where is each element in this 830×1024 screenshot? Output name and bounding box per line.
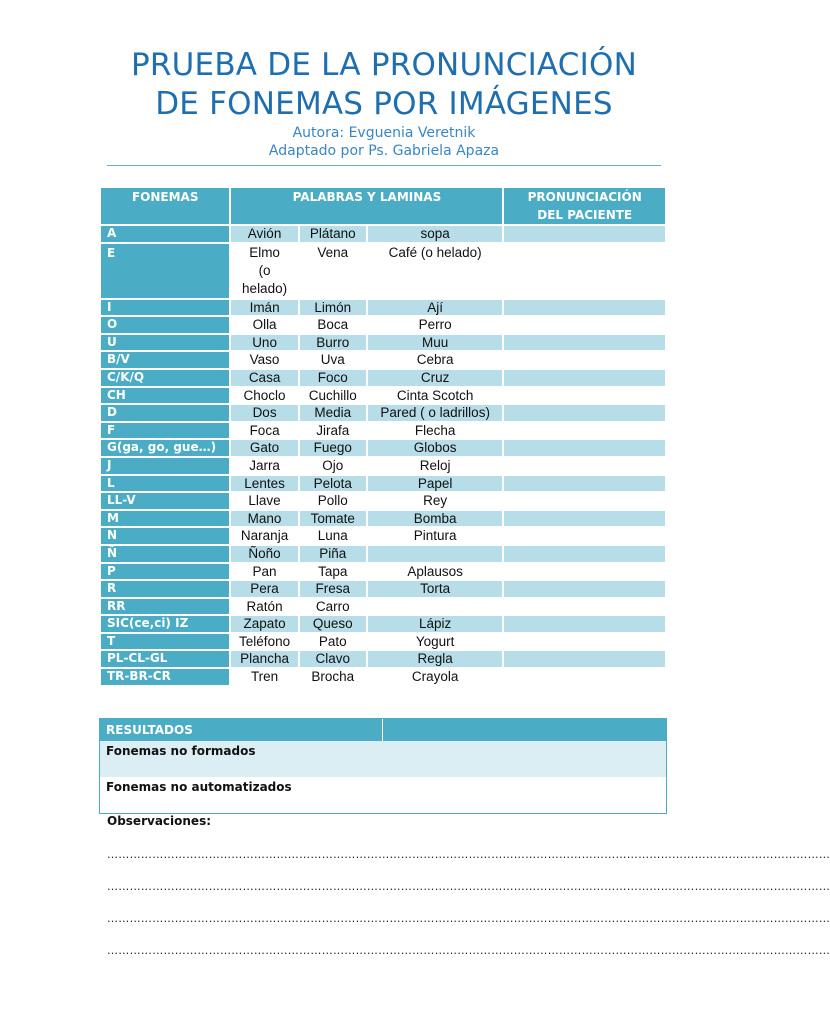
- observations-label: Observaciones:: [107, 814, 212, 828]
- word-2-cell: Pollo: [317, 493, 348, 509]
- word-1-cell: Plancha: [231, 651, 297, 667]
- table-row: [101, 669, 665, 685]
- document-title: [0, 46, 768, 124]
- pronunciation-cell[interactable]: [504, 599, 665, 615]
- header-fonemas: FONEMAS: [101, 188, 229, 224]
- word-1-cell: Lentes: [231, 476, 297, 492]
- author-line: Autora: Evguenia Veretnik: [292, 125, 476, 141]
- pronunciation-cell[interactable]: [504, 440, 665, 456]
- word-1-cell: Olla: [252, 317, 277, 333]
- adapted-line: Adaptado por Ps. Gabriela Apaza: [268, 143, 500, 159]
- word-2-cell: Fresa: [300, 581, 366, 597]
- observation-line-2[interactable]: …………………………………………………………………………………………………………………………………………………………………………: [107, 880, 830, 893]
- word-3-cell: Aplausos: [407, 563, 463, 579]
- word-2-cell: Jirafa: [316, 422, 350, 438]
- word-3-cell: Cinta Scotch: [396, 387, 474, 403]
- word-1-cell: Zapato: [231, 616, 297, 632]
- word-3-cell: Bomba: [368, 511, 502, 527]
- word-2-cell: Pelota: [300, 476, 366, 492]
- word-3-cell: [368, 599, 502, 615]
- phoneme-table: [99, 186, 667, 687]
- word-2-cell: Clavo: [300, 651, 366, 667]
- word-3-cell: Regla: [368, 651, 502, 667]
- word-1-cell: Elmo (o helado): [242, 244, 288, 296]
- pronunciation-cell[interactable]: [504, 616, 665, 632]
- results-header-blank: [383, 719, 666, 741]
- pronunciation-cell[interactable]: [504, 581, 665, 597]
- word-1-cell: Foca: [249, 422, 280, 438]
- fonema-cell: G(ga, go, gue…): [101, 440, 229, 456]
- word-3-cell: Globos: [368, 440, 502, 456]
- fonema-cell: SIC(ce,ci) IZ: [101, 616, 229, 632]
- pronunciation-cell[interactable]: [504, 511, 665, 527]
- results-heading: RESULTADOS: [100, 719, 383, 741]
- word-1-cell: Imán: [231, 300, 297, 316]
- word-2-cell: Limón: [300, 300, 366, 316]
- table-header-row: [101, 188, 665, 224]
- word-2-cell: Cuchillo: [308, 387, 357, 403]
- table-row: [101, 616, 665, 632]
- table-row: [101, 335, 665, 351]
- results-row-no-formados: Fonemas no formados: [100, 741, 666, 777]
- results-row-no-automatizados: Fonemas no automatizados: [106, 780, 292, 794]
- word-1-cell: Vaso: [249, 352, 280, 368]
- word-1-cell: Teléfono: [239, 633, 291, 649]
- pronunciation-cell[interactable]: [504, 528, 665, 544]
- results-header: [100, 719, 666, 741]
- table-row: [101, 370, 665, 386]
- pronunciation-cell[interactable]: [504, 370, 665, 386]
- table-row: [101, 423, 665, 439]
- title-line-2: DE FONEMAS POR IMÁGENES: [155, 86, 613, 122]
- word-3-cell: [368, 546, 502, 562]
- title-divider: [107, 165, 661, 166]
- word-2-cell: Brocha: [311, 669, 355, 685]
- observation-line-3[interactable]: …………………………………………………………………………………………………………………………………………………………………………: [107, 912, 830, 925]
- word-2-cell: Tapa: [318, 563, 348, 579]
- table-row: [101, 546, 665, 562]
- table-row: [101, 440, 665, 456]
- fonema-cell: D: [101, 405, 229, 421]
- header-pron-line-2: DEL PACIENTE: [537, 208, 633, 222]
- pronunciation-cell[interactable]: [504, 634, 665, 650]
- word-3-cell: Pintura: [413, 528, 457, 544]
- word-2-cell: Foco: [300, 370, 366, 386]
- word-3-cell: Yogurt: [415, 633, 455, 649]
- table-row: [101, 528, 665, 544]
- word-1-cell: Naranja: [240, 528, 289, 544]
- fonema-cell: P: [101, 564, 229, 580]
- table-row: [101, 244, 665, 298]
- header-palabras: PALABRAS Y LAMINAS: [231, 188, 502, 224]
- title-line-1: PRUEBA DE LA PRONUNCIACIÓN: [131, 47, 637, 83]
- word-1-cell: Ñoño: [231, 546, 297, 562]
- table-row: [101, 651, 665, 667]
- word-3-cell: Flecha: [414, 422, 456, 438]
- pronunciation-cell[interactable]: [504, 493, 665, 509]
- word-2-cell: Vena: [317, 244, 349, 260]
- fonema-cell: F: [101, 423, 229, 439]
- fonema-cell: TR-BR-CR: [101, 669, 229, 685]
- word-1-cell: Pan: [252, 563, 277, 579]
- word-1-cell: Casa: [231, 370, 297, 386]
- word-1-cell: Mano: [231, 511, 297, 527]
- observation-line-4[interactable]: …………………………………………………………………………………………………………………………………………………………………………: [107, 944, 830, 957]
- word-2-cell: Media: [300, 405, 366, 421]
- word-1-cell: Ratón: [246, 598, 283, 614]
- word-1-cell: Gato: [231, 440, 297, 456]
- fonema-cell: O: [101, 317, 229, 333]
- table-row: [101, 226, 665, 242]
- word-2-cell: Plátano: [300, 226, 366, 242]
- pronunciation-cell[interactable]: [504, 352, 665, 368]
- word-2-cell: Tomate: [300, 511, 366, 527]
- pronunciation-cell[interactable]: [504, 244, 665, 298]
- pronunciation-cell[interactable]: [504, 335, 665, 351]
- observation-line-1[interactable]: …………………………………………………………………………………………………………………………………………………………………………: [107, 848, 830, 861]
- pronunciation-cell[interactable]: [504, 458, 665, 474]
- pronunciation-cell[interactable]: [504, 388, 665, 404]
- word-1-cell: Tren: [250, 669, 279, 685]
- table-row: [101, 476, 665, 492]
- results-box: [99, 718, 667, 814]
- word-2-cell: Ojo: [322, 457, 344, 473]
- word-3-cell: Cebra: [416, 352, 454, 368]
- pronunciation-cell[interactable]: [504, 546, 665, 562]
- word-2-cell: Piña: [300, 546, 366, 562]
- word-1-cell: Uno: [231, 335, 297, 351]
- fonema-cell: U: [101, 335, 229, 351]
- word-3-cell: Rey: [423, 493, 448, 509]
- word-1-cell: Jarra: [249, 457, 280, 473]
- table-row: [101, 388, 665, 404]
- word-3-cell: Ají: [368, 300, 502, 316]
- pronunciation-cell[interactable]: [504, 476, 665, 492]
- word-3-cell: sopa: [368, 226, 502, 242]
- word-3-cell: Reloj: [419, 457, 451, 473]
- word-1-cell: Dos: [231, 405, 297, 421]
- table-row: [101, 581, 665, 597]
- fonema-cell: RR: [101, 599, 229, 615]
- fonema-cell: LL-V: [101, 493, 229, 509]
- word-2-cell: Luna: [317, 528, 348, 544]
- fonema-cell: E: [101, 244, 229, 298]
- word-3-cell: Muu: [368, 335, 502, 351]
- pronunciation-cell[interactable]: [504, 423, 665, 439]
- table-row: [101, 405, 665, 421]
- pronunciation-cell[interactable]: [504, 226, 665, 242]
- pronunciation-cell[interactable]: [504, 300, 665, 316]
- word-3-cell: Perro: [418, 317, 452, 333]
- table-row: [101, 352, 665, 368]
- word-1-cell: Avión: [231, 226, 297, 242]
- header-pron-line-1: PRONUNCIACIÓN: [527, 190, 642, 204]
- word-2-cell: Pato: [318, 633, 347, 649]
- header-pronunciacion: [504, 188, 665, 224]
- word-3-cell: Cruz: [368, 370, 502, 386]
- pronunciation-cell[interactable]: [504, 669, 665, 685]
- fonema-cell: J: [101, 458, 229, 474]
- fonema-cell: B/V: [101, 352, 229, 368]
- word-2-cell: Carro: [315, 598, 350, 614]
- word-3-cell: Lápiz: [368, 616, 502, 632]
- word-1-cell: Llave: [248, 493, 281, 509]
- fonema-cell: C/K/Q: [101, 370, 229, 386]
- word-3-cell: Café (o helado): [388, 244, 482, 260]
- word-2-cell: Uva: [320, 352, 345, 368]
- table-row: [101, 493, 665, 509]
- pronunciation-cell[interactable]: [504, 405, 665, 421]
- table-row: [101, 599, 665, 615]
- table-row: [101, 511, 665, 527]
- word-2-cell: Fuego: [300, 440, 366, 456]
- pronunciation-cell[interactable]: [504, 317, 665, 333]
- table-row: [101, 634, 665, 650]
- fonema-cell: PL-CL-GL: [101, 651, 229, 667]
- table-body: [101, 226, 665, 685]
- table-row: [101, 564, 665, 580]
- pronunciation-cell[interactable]: [504, 651, 665, 667]
- word-3-cell: Torta: [368, 581, 502, 597]
- pronunciation-cell[interactable]: [504, 564, 665, 580]
- word-2-cell: Queso: [300, 616, 366, 632]
- authors-block: [0, 124, 768, 160]
- table-row: [101, 317, 665, 333]
- fonema-cell: N: [101, 528, 229, 544]
- word-1-cell: Pera: [231, 581, 297, 597]
- fonema-cell: M: [101, 511, 229, 527]
- fonema-cell: Ñ: [101, 546, 229, 562]
- word-1-cell: Choclo: [243, 387, 286, 403]
- fonema-cell: CH: [101, 388, 229, 404]
- fonema-cell: I: [101, 300, 229, 316]
- word-3-cell: Papel: [368, 476, 502, 492]
- fonema-cell: T: [101, 634, 229, 650]
- fonema-cell: A: [101, 226, 229, 242]
- fonema-cell: R: [101, 581, 229, 597]
- word-3-cell: Crayola: [411, 669, 459, 685]
- table-row: [101, 458, 665, 474]
- word-2-cell: Burro: [300, 335, 366, 351]
- table-row: [101, 300, 665, 316]
- fonema-cell: L: [101, 476, 229, 492]
- word-3-cell: Pared ( o ladrillos): [368, 405, 502, 421]
- word-2-cell: Boca: [317, 317, 349, 333]
